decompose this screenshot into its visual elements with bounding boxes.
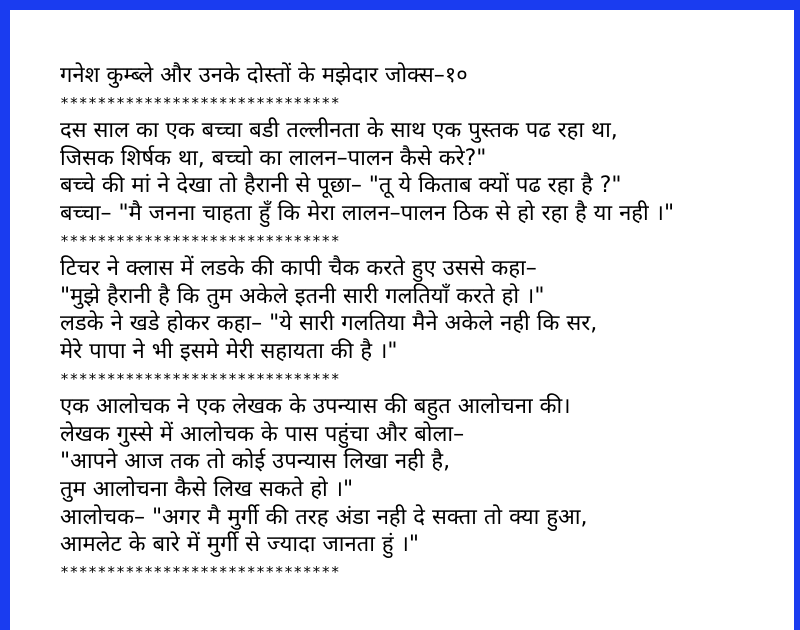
page-title: गनेश कुम्ब्ले और उनके दोस्तों के मझेदार जोक्स–१० xyxy=(60,63,468,88)
joke-line: "आपने आज तक तो कोई उपन्यास लिखा नही है, xyxy=(60,449,451,475)
joke-line: लेखक गुस्से में आलोचक के पास पहुंचा और बोला– xyxy=(60,421,465,447)
joke-1 xyxy=(60,117,800,227)
separator: ****************************** xyxy=(60,231,340,250)
separator: ****************************** xyxy=(60,562,340,581)
document-body xyxy=(60,62,800,586)
joke-3 xyxy=(60,393,800,559)
separator: ****************************** xyxy=(60,93,340,112)
joke-line: टिचर ने क्लास में लडके की कापी चैक करते हुए उससे कहा– xyxy=(60,256,537,282)
separator: ****************************** xyxy=(60,369,340,388)
joke-line: तुम आलोचना कैसे लिख सकते हो ।" xyxy=(60,476,354,502)
joke-line: दस साल का एक बच्चा बडी तल्लीनता के साथ एक पुस्तक पढ रहा था, xyxy=(60,118,618,144)
joke-line: मेरे पापा ने भी इसमे मेरी सहायता की है ।" xyxy=(60,338,398,364)
joke-2 xyxy=(60,255,800,365)
joke-line: लडके ने खडे होकर कहा– "ये सारी गलतिया मैने अकेले नही कि सर, xyxy=(60,311,598,337)
joke-line: बच्चा– "मै जनना चाहता हुँ कि मेरा लालन–पालन ठिक से हो रहा है या नही ।" xyxy=(60,200,675,226)
joke-line: जिसक शिर्षक था, बच्चो का लालन–पालन कैसे करे?" xyxy=(60,145,487,171)
joke-line: आमलेट के बारे में मुर्गी से ज्यादा जानता हुं ।" xyxy=(60,532,420,558)
joke-line: बच्चे की मां ने देखा तो हैरानी से पूछा– "तू ये किताब क्यों पढ रहा है ?" xyxy=(60,173,622,199)
joke-line: एक आलोचक ने एक लेखक के उपन्यास की बहुत आलोचना की। xyxy=(60,394,571,420)
joke-line: "मुझे हैरानी है कि तुम अकेले इतनी सारी गलतियाँ करते हो ।" xyxy=(60,283,545,309)
joke-line: आलोचक– "अगर मै मुर्गी की तरह अंडा नही दे सक्ता तो क्या हुआ, xyxy=(60,504,588,530)
